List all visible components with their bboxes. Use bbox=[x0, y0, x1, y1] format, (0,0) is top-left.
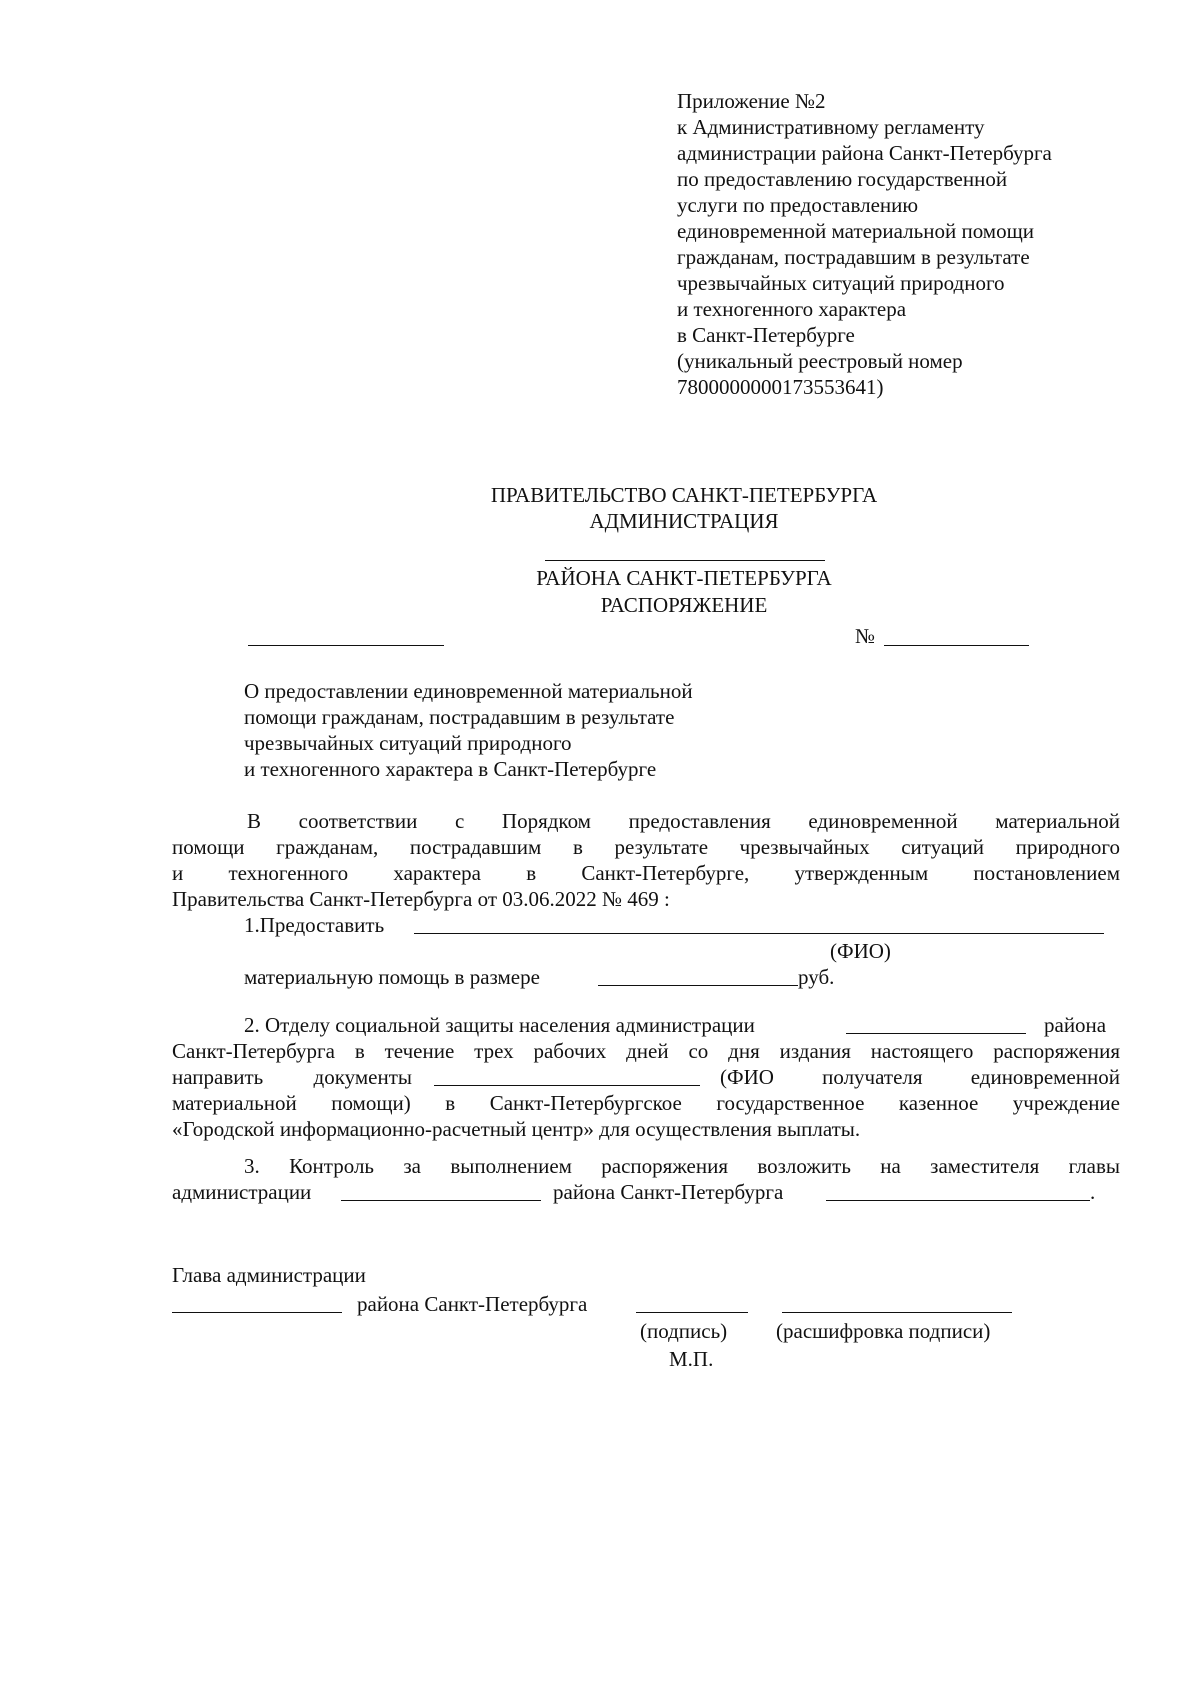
appendix-line: Приложение №2 bbox=[677, 89, 826, 113]
subject-line: помощи гражданам, пострадавшим в результате bbox=[244, 705, 675, 729]
recipient-fio-blank-2 bbox=[434, 1085, 700, 1086]
amount-blank bbox=[598, 985, 798, 986]
item3-text: 3. Контроль за выполнением распоряжения возложить на заместителя главы bbox=[244, 1154, 1120, 1178]
order-title: РАСПОРЯЖЕНИЕ bbox=[600, 593, 768, 617]
appendix-line: единовременной материальной помощи bbox=[677, 219, 1034, 243]
fio-caption: (ФИО) bbox=[830, 939, 891, 963]
signature-decode-caption: (расшифровка подписи) bbox=[776, 1319, 991, 1343]
appendix-line: (уникальный реестровый номер bbox=[677, 349, 963, 373]
item3-text: . bbox=[1090, 1180, 1096, 1204]
preamble-line: и техногенного характера в Санкт-Петербурге, утвержденным постановлением bbox=[172, 861, 1120, 885]
appendix-line: к Административному регламенту bbox=[677, 115, 985, 139]
appendix-line: услуги по предоставлению bbox=[677, 193, 919, 217]
item2-text: направить документы bbox=[172, 1065, 412, 1089]
signature-title: Глава администрации bbox=[172, 1263, 366, 1287]
district-blank-3 bbox=[172, 1312, 342, 1313]
preamble-line: Правительства Санкт-Петербурга от 03.06.2022 № 469 : bbox=[172, 887, 670, 911]
item3-text: администрации bbox=[172, 1180, 312, 1204]
appendix-line: чрезвычайных ситуаций природного bbox=[677, 271, 1005, 295]
government-title: ПРАВИТЕЛЬСТВО САНКТ-ПЕТЕРБУРГА bbox=[490, 483, 878, 507]
order-number-sign: № bbox=[855, 624, 876, 648]
appendix-line: по предоставлению государственной bbox=[677, 167, 1008, 191]
signature-district: района Санкт-Петербурга bbox=[357, 1292, 588, 1316]
order-number-blank bbox=[884, 645, 1029, 646]
district-blank bbox=[846, 1033, 1026, 1034]
signature-decode-blank bbox=[782, 1312, 1012, 1313]
item3-text: района Санкт-Петербурга bbox=[553, 1180, 784, 1204]
subject-line: О предоставлении единовременной материальной bbox=[244, 679, 693, 703]
preamble-line: помощи гражданам, пострадавшим в результате чрезвычайных ситуаций природного bbox=[172, 835, 1120, 859]
item2-text: материальной помощи) в Санкт-Петербургское государственное казенное учреждение bbox=[172, 1091, 1120, 1115]
signature-caption: (подпись) bbox=[640, 1319, 728, 1343]
appendix-line: в Санкт-Петербурге bbox=[677, 323, 855, 347]
deputy-name-blank bbox=[826, 1200, 1090, 1201]
amount-label: материальную помощь в размере bbox=[244, 965, 540, 989]
preamble-line: В соответствии с Порядком предоставления единовременной материальной bbox=[247, 809, 1120, 833]
appendix-line: гражданам, пострадавшим в результате bbox=[677, 245, 1030, 269]
signature-blank bbox=[636, 1312, 748, 1313]
seal-label: М.П. bbox=[669, 1347, 714, 1371]
appendix-line: и техногенного характера bbox=[677, 297, 907, 321]
appendix-block bbox=[677, 88, 1137, 400]
order-date-blank bbox=[248, 645, 444, 646]
district-title: РАЙОНА САНКТ-ПЕТЕРБУРГА bbox=[536, 566, 832, 590]
administration-title: АДМИНИСТРАЦИЯ bbox=[589, 509, 779, 533]
order-subject bbox=[244, 678, 864, 782]
item2-text: (ФИО получателя единовременной bbox=[720, 1065, 1120, 1089]
item2-text: Санкт-Петербурга в течение трех рабочих дней со дня издания настоящего распоряжения bbox=[172, 1039, 1120, 1063]
appendix-line: администрации района Санкт-Петербурга bbox=[677, 141, 1052, 165]
subject-line: и техногенного характера в Санкт-Петербурге bbox=[244, 757, 657, 781]
item2-text: 2. Отделу социальной защиты населения администрации bbox=[244, 1013, 755, 1037]
item2-text: «Городской информационно-расчетный центр» для осуществления выплаты. bbox=[172, 1117, 861, 1141]
district-name-blank bbox=[545, 560, 825, 561]
district-blank-2 bbox=[341, 1200, 541, 1201]
item2-text: района bbox=[1044, 1013, 1107, 1037]
appendix-line: 7800000000173553641) bbox=[677, 375, 884, 399]
recipient-fio-blank bbox=[414, 933, 1104, 934]
amount-currency: руб. bbox=[798, 965, 835, 989]
item1-label: 1.Предоставить bbox=[244, 913, 385, 937]
subject-line: чрезвычайных ситуаций природного bbox=[244, 731, 572, 755]
